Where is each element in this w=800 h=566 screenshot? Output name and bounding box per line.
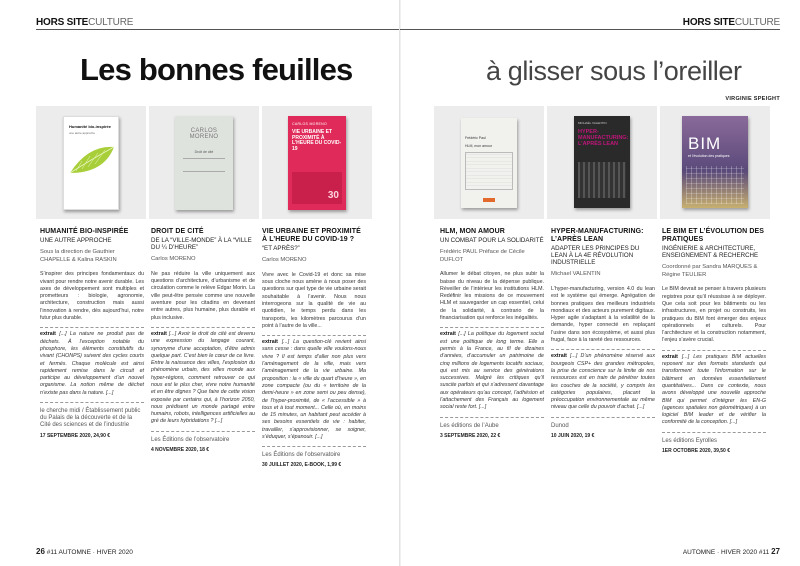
divider — [551, 417, 655, 418]
page-footer-left: 26 #11 AUTOMNE · HIVER 2020 — [36, 547, 133, 556]
cover-illustration — [465, 152, 513, 190]
cover-title: VIE URBAINE ET PROXIMITÉ À L’HEURE DU COVID-19 — [292, 129, 342, 152]
cover-subtitle: et l’évolution des pratiques — [688, 154, 730, 158]
book-author: Michael VALENTIN — [551, 271, 601, 278]
book-intro: S’inspirer des principes fondamentaux du vivant pour rendre notre avenir durable. Les axes de développement sont multiples et prometteurs : biologie, agronomie, architecture, construction mais aussi l’innovation à rendre, dès aujourd’hui, notre futur plus durable. — [40, 271, 144, 322]
book-extract: extrait [...] La politique du logement social est une politique de long terme. Elle a permis à la France, au fil de dizaines d’années, d’accumuler un patrimoine de cinq millions de logements locatifs sociaux, qui est mis au service des générations successives. Malgré les critiques qu’il suscite parfois et qui s’adressent davantage aux opérateurs qu’au concept, l’adhésion et l’attachement des Français au logement social reste fort. [...] — [440, 331, 544, 411]
book-date-price: 4 NOVEMBRE 2020, 18 € — [151, 446, 210, 453]
header-rule — [400, 29, 780, 30]
book-intro: Allumer le débat citoyen, ne plus subir la baisse du niveau de la dépense publique. Réveiller de l’intérieur les institutions HLM. Redéfinir les missions de ce mouvement HLM et sauvegarder un cap essentiel, celui de la solidarité, à contrario de la financiarisation qui renforce les inégalités. — [440, 271, 544, 322]
divider — [40, 327, 144, 328]
book-publisher: le cherche midi / Établissement public du Palais de la découverte et de la Cité des sciences et de l’industrie — [40, 407, 141, 429]
cover-frame — [434, 106, 544, 219]
right-page — [400, 0, 800, 566]
book-date-price: 1ER OCTOBRE 2020, 39,50 € — [662, 447, 730, 454]
cover-title: Humanité bio-inspirée — [69, 124, 112, 129]
book-intro: Le BIM devrait se penser à travers plusieurs registres pour qu’il réussisse à se déployer. Que cela soit pour les bâtiments ou les infrastructures, en projet ou construits, les pratiques du BIM font émerger des enjeux opérationnels et culturels. Pour l’architecture et la construction notamment, l’enjeu s’avère crucial. — [662, 286, 766, 344]
book-date-price: 3 SEPTEMBRE 2020, 22 € — [440, 432, 501, 439]
brand-header-right: HORS SITECULTURE — [682, 17, 780, 28]
book-cover-vie-urbaine — [288, 116, 346, 210]
book-subtitle: DE LA “VILLE-MONDE” À LA “VILLE DU ¼ D’HEURE” — [151, 237, 252, 252]
cover-band — [292, 172, 342, 204]
page-title: Les bonnes feuilles — [80, 52, 353, 87]
cover-illustration — [578, 162, 626, 198]
book-extract: extrait [...] La nature ne produit pas de déchets. À l’exception notable du phosphore, les éléments constitutifs du vivant (CHONPS) suivent des cycles courts et fermés. Chaque molécule est ainsi rapidement remise dans le circuit et participe au développement d’un nouvel organisme. La notion même de déchet n’existe pas dans la nature. [...] — [40, 331, 144, 396]
book-cover-hyper-manufacturing — [574, 116, 630, 208]
cover-frame — [149, 106, 259, 219]
cover-subtitle: Droit de cité — [194, 150, 214, 154]
book-subtitle: UN COMBAT POUR LA SOLIDARITÉ — [440, 237, 544, 245]
book-publisher: Les éditions de l’Aube — [440, 422, 499, 429]
publisher-logo — [483, 198, 495, 202]
book-cover-droit-de-cite — [175, 116, 233, 210]
book-review-hyper-manufacturing — [551, 228, 655, 440]
book-subtitle: ADAPTER LES PRINCIPES DU LEAN À LA 4E RÉVOLUTION INDUSTRIELLE — [551, 245, 640, 267]
leaf-icon — [68, 143, 116, 183]
book-title: VIE URBAINE ET PROXIMITÉ À L’HEURE DU COVID-19 ? — [262, 228, 361, 244]
book-date-price: 17 SEPTEMBRE 2020, 24,90 € — [40, 432, 111, 439]
divider — [440, 327, 544, 328]
cover-title: HLM, mon amour — [465, 144, 493, 148]
cover-subtitle: une autre approche — [69, 131, 96, 135]
divider — [151, 431, 255, 432]
book-subtitle: “ET APRÈS?” — [262, 245, 300, 253]
book-review-humanite — [40, 228, 144, 439]
divider — [440, 417, 544, 418]
divider — [551, 349, 655, 350]
book-extract: extrait [...] D’un phénomène réservé aux bourgeois CSP+ des grandes métropoles, la prise de conscience sur la limite de nos ressources est en train de pénétrer toutes les couches de la société, y compris les catégories populaires, placant la préoccupation environnementale au même niveau que celle du pouvoir d’achat. [...] — [551, 353, 655, 411]
book-author: Carlos MORENO — [151, 256, 196, 263]
cover-illustration — [686, 166, 744, 204]
cover-author: Frédéric Paul — [465, 136, 486, 140]
book-cover-bim — [682, 116, 748, 208]
divider — [662, 350, 766, 351]
divider — [151, 327, 255, 328]
divider — [40, 402, 144, 403]
cover-title: BIM — [688, 134, 722, 153]
book-review-vie-urbaine — [262, 228, 366, 469]
divider — [262, 446, 366, 447]
book-subtitle: INGÉNIERIE & ARCHITECTURE, ENSEIGNEMENT & RECHERCHE — [662, 245, 759, 260]
brand-header-left: HORS SITECULTURE — [36, 17, 134, 28]
cover-frame — [262, 106, 372, 219]
book-publisher: Les Éditions de l’observatoire — [262, 452, 341, 459]
book-author: Carlos MORENO — [262, 257, 307, 264]
book-cover-humanite — [63, 116, 119, 210]
cover-number: 30 — [327, 190, 339, 201]
book-extract: extrait [...] La question-clé revient ainsi sans cesse : dans quelle ville voulons-nous vivre ? Il est temps d’aller non plus vers l’aménagement de la ville, mais vers l’aménagement de la vie urbaine. Ma proposition : la « ville du quart d’heure », en zone compacte (ou du « territoire de la demi-heure » en zone semi ou peu dense), de l’hyper-proximité, de « l’accessible » à tous et à tout moment... Celle où, en moins de 15 minutes, un habitant peut accéder à ses besoins essentiels de vie : habiter, travailler, s’approvisionner, se soigner, s’éduquer, s’épanouir. [...] — [262, 339, 366, 440]
book-subtitle: UNE AUTRE APPROCHE — [40, 237, 112, 245]
book-review-droit-de-cite — [151, 228, 255, 454]
cover-author: CARLOS MORENO — [292, 122, 328, 126]
book-author: Sous la direction de Gauthier CHAPELLE & Kalina RASKIN — [40, 249, 117, 263]
cover-author: MICHAËL VALENTIN — [578, 121, 607, 125]
book-review-hlm — [440, 228, 544, 440]
book-title: DROIT DE CITÉ — [151, 228, 204, 235]
header-rule — [36, 29, 400, 30]
page-subtitle: à glisser sous l’oreiller — [486, 56, 742, 86]
book-intro: Ne pas réduire la ville uniquement aux questions d’architecture, d’urbanisme et de circulation comme le relève Edgar Morin. La ville peut-être pensée comme une nouvelle aventure pour les citadins en devenant entre autres, plus humaine, plus durable et plus inclusive. — [151, 270, 255, 321]
book-author: Coordonné par Sandra MARQUES & Régine TEULIER — [662, 264, 758, 278]
article-author: VIRGINIE SPEIGHT — [725, 96, 780, 102]
book-author: Frédéric PAUL Préface de Cécile DUFLOT — [440, 249, 525, 263]
cover-title: HYPER-MANUFACTURING: L’APRÈS LEAN — [578, 129, 629, 147]
book-extract: extrait [...] Les pratiques BIM actuelles reposent sur des formats standards qui transforment toute l’information sur le bâtiment en données essentiellement quantitatives... Dans ce contexte, nous avons développé une nouvelle approche BIM qui permet d’intégrer les EN-G (agences spatiales non géométriques) à un logiciel BIM leader et de vérifier la conformité de la conception. [...] — [662, 353, 766, 426]
book-title: HUMANITÉ BIO-INSPIRÉE — [40, 228, 129, 235]
book-intro: L’hyper-manufacturing, version 4.0 du lean est le système qui émerge. Agrégation de bonnes pratiques des meilleurs industriels mondiaux et des acteurs purement digitaux. Hyper agile s’adaptant à la volatilité de la demande, hyper connecté en replaçant l’usine dans son écosystème, et aussi plus frugal, face à la rareté des ressources. — [551, 286, 655, 344]
cover-frame — [660, 106, 770, 219]
book-publisher: Dunod — [551, 422, 569, 429]
page-footer-right: AUTOMNE · HIVER 2020 #11 27 — [682, 547, 780, 556]
book-title: HYPER-MANUFACTURING: L’APRÈS LEAN — [551, 228, 644, 244]
book-date-price: 10 JUIN 2020, 19 € — [551, 432, 595, 439]
cover-title: CARLOS MORENO — [189, 128, 219, 141]
book-review-bim — [662, 228, 766, 455]
book-intro: Vivre avec le Covid-19 et donc sa mise sous cloche nous amène à nous poser des questions sur quel type de vie urbaine serait souhaitable à l’avenir. Nous nous interrogeons sur la qualité de vie au quotidien, le temps perdu dans les transports, les kilomètres parcourus d’un point à l’autre de la ville... — [262, 271, 366, 329]
book-title: LE BIM ET L’ÉVOLUTION DES PRATIQUES — [662, 228, 765, 244]
book-date-price: 30 JUILLET 2020, E-BOOK, 1,99 € — [262, 462, 342, 469]
cover-frame — [547, 106, 657, 219]
divider — [262, 335, 366, 336]
book-extract: extrait [...] Avoir le droit de cité est devenu une expression du langage courant, synonyme d’une acceptation, d’être admis quelque part. C’est bien le cœur de ce livre. Entre la naissance des villes, l’explosion du phénomène urbain, des villes monde aux hyper-régions, comment retrouver ce qui nous est le plus cher, vivre notre humanité et en être dignes ? Que faire de cette vision exposée par certains qui, à l’horizon 2050, nous prédisent un monde partagé entre humains, robots, intelligences artificielles au gré de leurs hybridations ? [...] — [151, 330, 255, 425]
divider — [662, 432, 766, 433]
book-publisher: Les Éditions de l’observatoire — [151, 436, 230, 443]
book-publisher: Les éditions Eyrolles — [662, 437, 718, 444]
book-cover-hlm — [461, 118, 517, 208]
cover-frame — [36, 106, 146, 219]
cover-divider — [183, 158, 225, 172]
book-title: HLM, MON AMOUR — [440, 228, 505, 235]
